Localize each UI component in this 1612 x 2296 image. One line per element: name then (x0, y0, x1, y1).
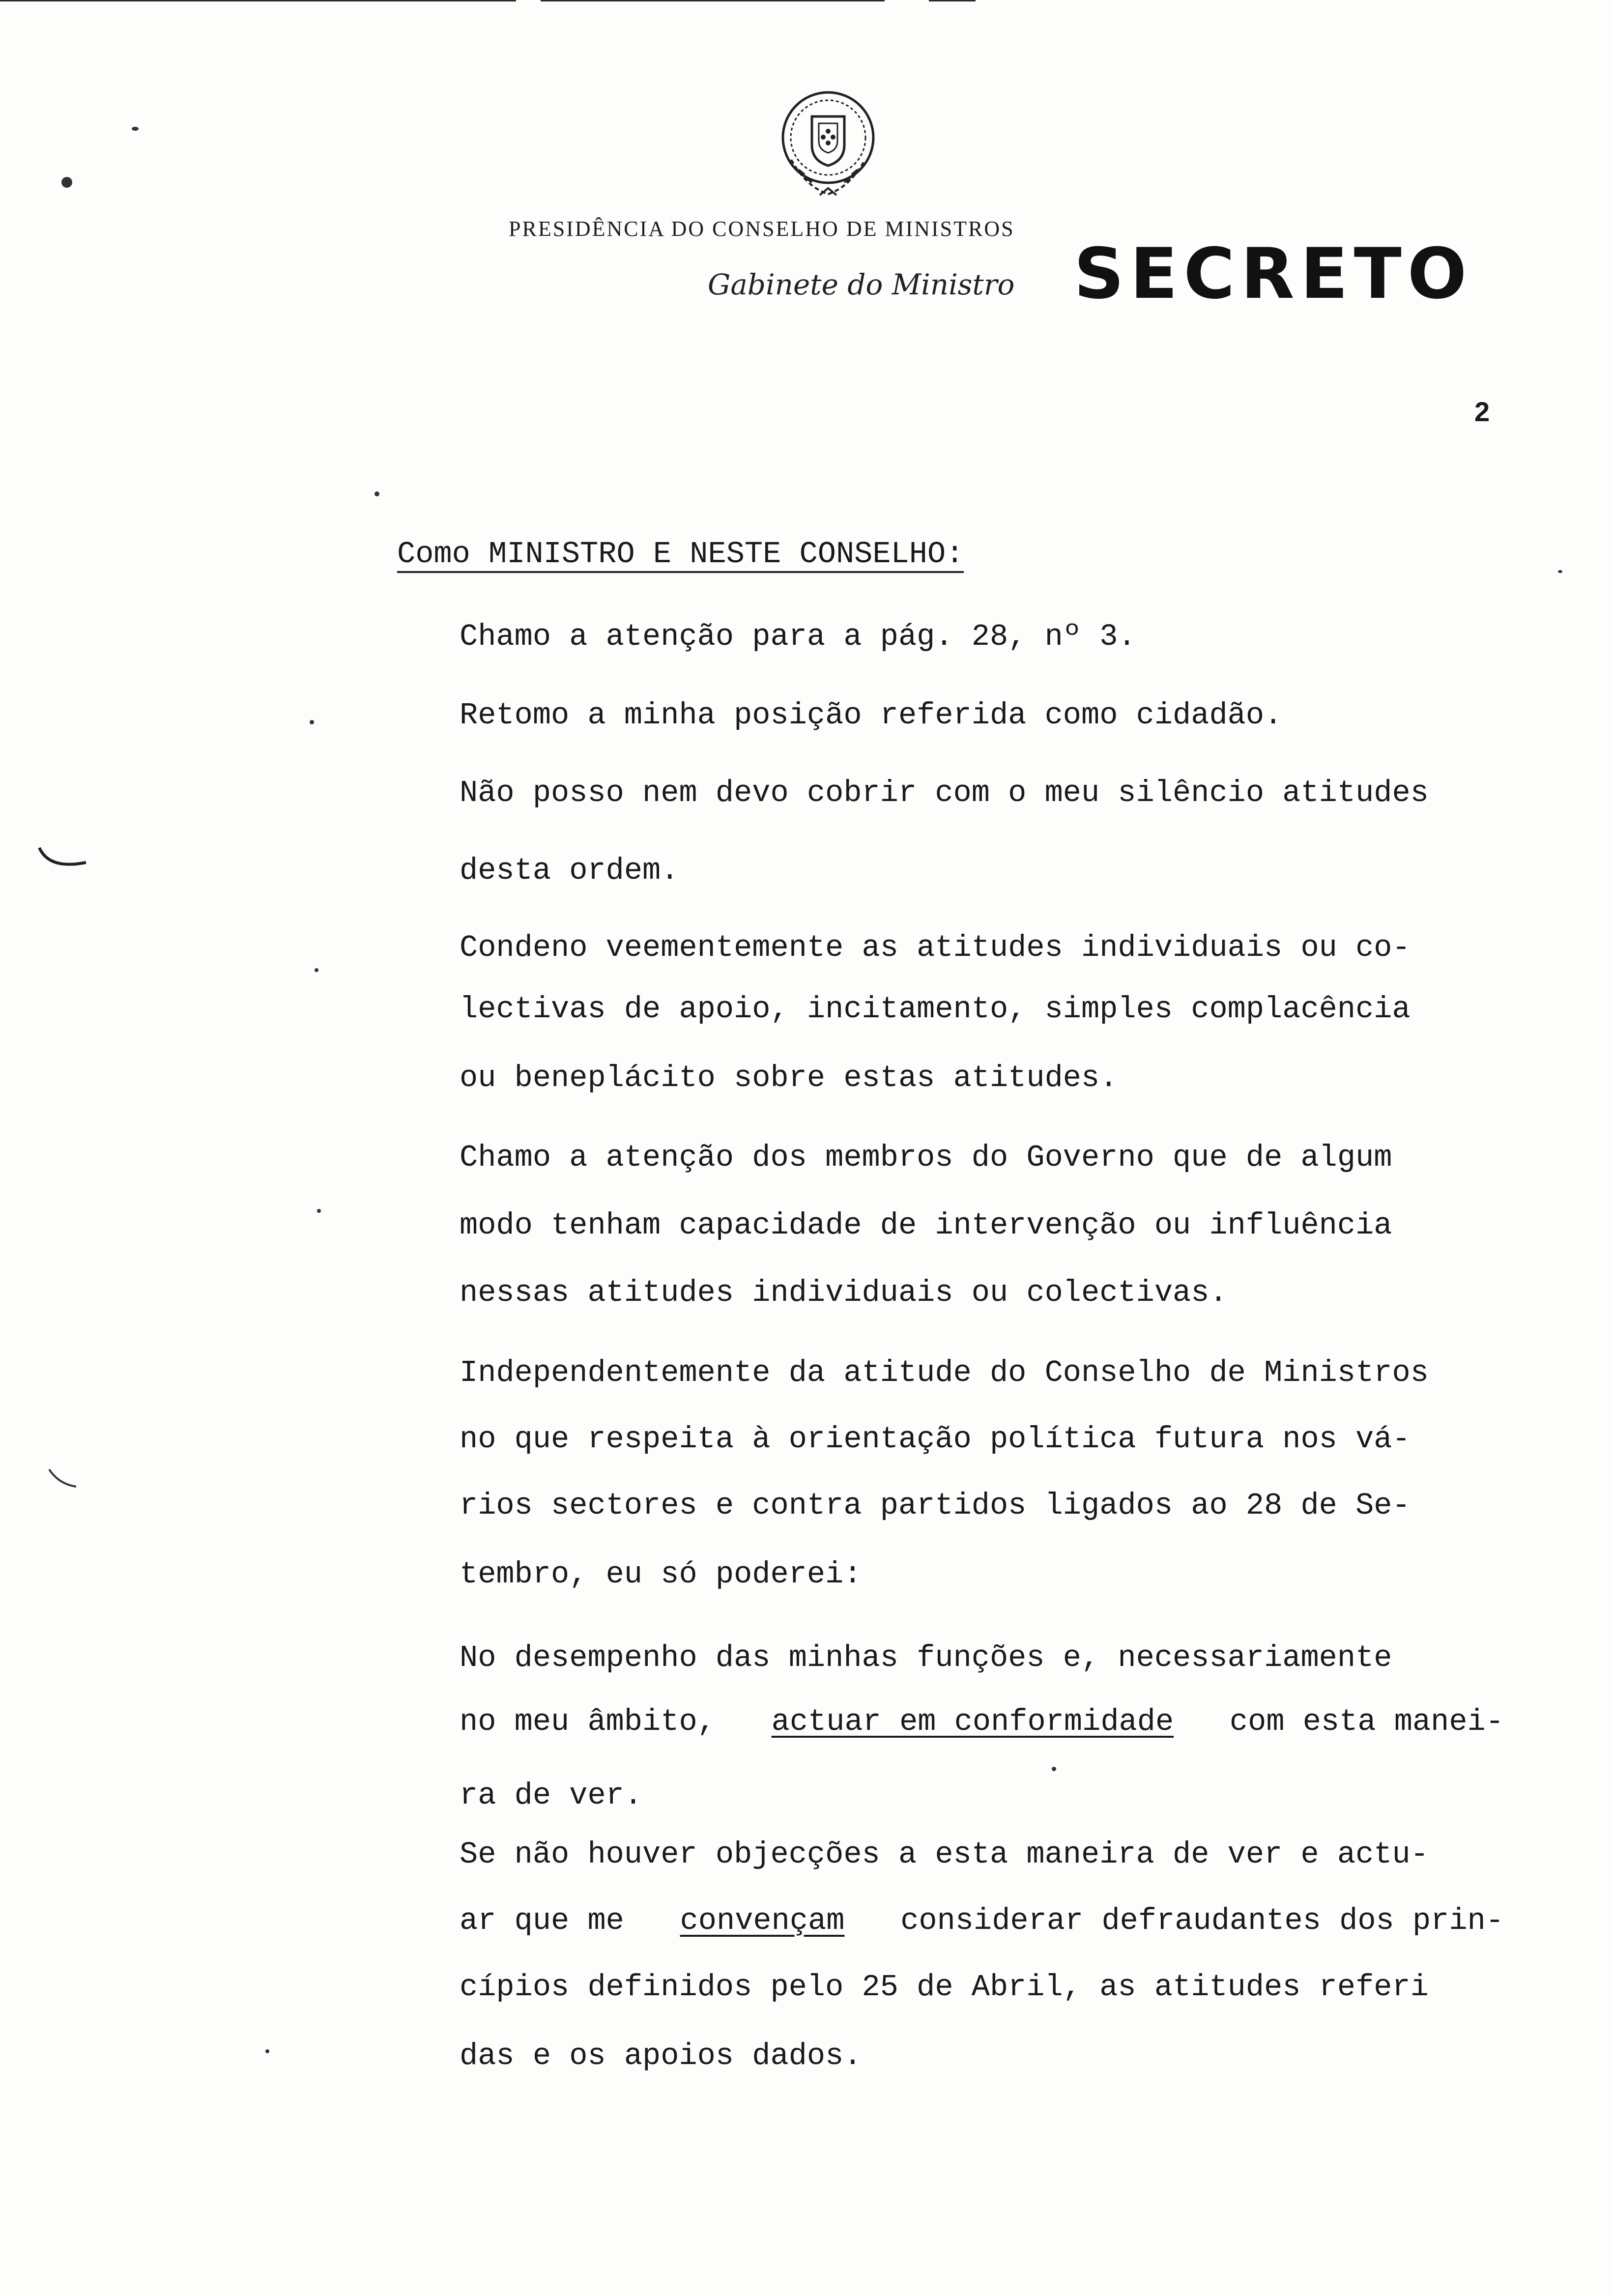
scan-speck (265, 2049, 269, 2053)
paragraph-line: das e os apoios dados. (460, 2038, 862, 2073)
paragraph-line: nessas atitudes individuais ou colectivas. (460, 1275, 1228, 1310)
paragraph-line: Chamo a atenção para a pág. 28, nº 3. (460, 619, 1136, 654)
office-header: PRESIDÊNCIA DO CONSELHO DE MINISTROS (509, 217, 1015, 241)
scan-speck (317, 1209, 321, 1213)
paragraph-line: rios sectores e contra partidos ligados ao 28 de Se- (460, 1488, 1410, 1523)
margin-mark (37, 845, 91, 875)
classification-stamp: SECRETO (1074, 233, 1473, 315)
page-number: 2 (1474, 396, 1490, 427)
paragraph-line: Não posso nem devo cobrir com o meu silêncio atitudes (460, 775, 1429, 810)
top-edge-rule (0, 0, 516, 1)
paragraph-line (460, 1904, 1504, 1938)
scan-speck (132, 127, 139, 131)
paragraph-line: cípios definidos pelo 25 de Abril, as atitudes referi (460, 1970, 1429, 2005)
scan-speck (315, 968, 318, 972)
scan-speck (310, 720, 314, 724)
paragraph-line: tembro, eu só poderei: (460, 1557, 862, 1592)
section-heading: Como MINISTRO E NESTE CONSELHO: (397, 538, 964, 573)
paragraph-line: Independentemente da atitude do Conselho de Ministros (460, 1355, 1429, 1390)
top-edge-rule (541, 0, 885, 1)
scan-speck (1052, 1767, 1056, 1771)
paragraph-line: ou beneplácito sobre estas atitudes. (460, 1061, 1118, 1095)
paragraph-line: Chamo a atenção dos membros do Governo que de algum (460, 1140, 1392, 1175)
paragraph-line: Retomo a minha posição referida como cidadão. (460, 698, 1283, 733)
scan-speck (374, 491, 379, 496)
underlined-phrase: convençam (680, 1903, 845, 1938)
paragraph-line: ra de ver. (460, 1778, 643, 1813)
paragraph-line: desta ordem. (460, 853, 679, 888)
scan-speck (1558, 570, 1562, 573)
paragraph-line: modo tenham capacidade de intervenção ou influência (460, 1208, 1392, 1243)
top-edge-rule (929, 0, 976, 1)
paragraph-line: Se não houver objecções a esta maneira de ver e actu- (460, 1837, 1429, 1872)
scan-speck (61, 177, 72, 188)
cabinet-subtitle: Gabinete do Ministro (708, 268, 1015, 301)
text-segment: no meu âmbito, (460, 1704, 716, 1739)
paragraph-line: No desempenho das minhas funções e, necessariamente (460, 1640, 1392, 1675)
paragraph-line (460, 1705, 1504, 1739)
text-segment: com esta manei- (1229, 1704, 1504, 1739)
paragraph-line: Condeno veementemente as atitudes individuais ou co- (460, 930, 1410, 965)
margin-mark (47, 1467, 81, 1492)
text-segment: ar que me (460, 1903, 624, 1938)
paragraph-line: lectivas de apoio, incitamento, simples complacência (460, 992, 1410, 1027)
text-segment: considerar defraudantes dos prin- (900, 1903, 1504, 1938)
paragraph-line: no que respeita à orientação política futura nos vá- (460, 1422, 1410, 1457)
coat-of-arms-emblem (772, 86, 885, 204)
underlined-phrase: actuar em conformidade (771, 1704, 1174, 1739)
